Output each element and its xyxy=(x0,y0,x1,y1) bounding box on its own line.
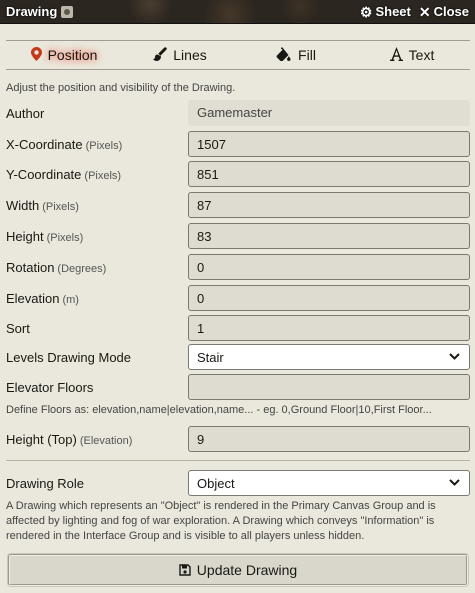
update-drawing-button[interactable] xyxy=(8,554,468,586)
close-label: Close xyxy=(433,4,469,19)
y-coordinate-input[interactable] xyxy=(188,161,470,187)
levels-mode-value: Stair xyxy=(197,349,224,365)
width-row xyxy=(6,192,470,218)
levels-mode-row xyxy=(6,344,470,370)
width-units: (Pixels) xyxy=(42,200,79,213)
rotation-row xyxy=(6,254,470,280)
tab-lines-label: Lines xyxy=(173,47,207,63)
elevation-row xyxy=(6,285,470,311)
font-icon xyxy=(390,47,403,63)
document-id-icon[interactable] xyxy=(61,6,73,18)
drawing-role-select[interactable] xyxy=(188,470,470,496)
width-label: Width (Pixels) xyxy=(6,197,79,213)
sort-row xyxy=(6,315,470,341)
rotation-input[interactable] xyxy=(188,254,470,280)
update-drawing-label: Update Drawing xyxy=(196,562,298,578)
height-label: Height (Pixels) xyxy=(6,228,84,244)
elevator-floors-hint: Define Floors as: elevation,name|elevation,name... - eg. 0,Ground Floor|10,First Floor... xyxy=(6,404,432,416)
rotation-units: (Degrees) xyxy=(57,262,107,275)
height-top-input[interactable] xyxy=(188,426,470,452)
elevator-floors-row xyxy=(6,374,470,400)
author-row xyxy=(6,100,470,126)
drawing-role-label: Drawing Role xyxy=(6,475,85,491)
sheet-button[interactable] xyxy=(360,4,411,19)
tab-fill[interactable] xyxy=(238,41,354,69)
tab-text-label: Text xyxy=(408,47,435,63)
section-hint: Adjust the position and visibility of the Drawing. xyxy=(6,82,236,94)
height-top-units: (Elevation) xyxy=(79,434,133,447)
tab-fill-label: Fill xyxy=(298,47,316,63)
tab-text[interactable] xyxy=(354,41,470,69)
y-coordinate-row xyxy=(6,161,470,187)
elevation-units: (m) xyxy=(62,293,79,306)
sort-input[interactable] xyxy=(188,315,470,341)
tab-position[interactable] xyxy=(6,41,122,69)
drawing-config-form xyxy=(6,24,470,593)
x-coordinate-units: (Pixels) xyxy=(85,139,123,152)
drawing-role-hint: A Drawing which represents an "Object" is rendered in the Primary Canvas Group and is affected by lighting and fog of war exploration. A Drawing which conveys "Information" is rendered in the Interface Group and is visible to all players unless hidden. xyxy=(6,500,436,542)
height-top-label: Height (Top) (Elevation) xyxy=(6,431,133,447)
paint-brush-icon xyxy=(153,47,167,63)
elevation-label: Elevation (m) xyxy=(6,290,79,306)
chevron-down-icon xyxy=(447,476,461,490)
height-input[interactable] xyxy=(188,223,470,249)
fill-bucket-icon xyxy=(276,47,292,63)
levels-mode-label: Levels Drawing Mode xyxy=(6,349,132,365)
x-coordinate-input[interactable] xyxy=(188,131,470,157)
tab-nav xyxy=(6,40,470,70)
tab-lines[interactable] xyxy=(122,41,238,69)
height-units: (Pixels) xyxy=(46,231,84,244)
author-label: Author xyxy=(6,105,45,121)
elevator-floors-input[interactable] xyxy=(188,374,470,400)
sort-label: Sort xyxy=(6,320,30,336)
close-icon: ✕ xyxy=(418,3,431,20)
rotation-label: Rotation (Degrees) xyxy=(6,259,107,275)
height-row xyxy=(6,223,470,249)
x-coordinate-row xyxy=(6,131,470,157)
close-button[interactable] xyxy=(419,4,469,19)
levels-mode-select[interactable] xyxy=(188,344,470,370)
map-marker-icon xyxy=(31,47,42,63)
drawing-role-value: Object xyxy=(197,475,235,491)
elevator-floors-label: Elevator Floors xyxy=(6,379,94,395)
chevron-down-icon xyxy=(447,350,461,364)
gear-icon: ⚙ xyxy=(359,3,373,20)
divider xyxy=(6,460,470,461)
drawing-role-row xyxy=(6,470,470,496)
window-title: Drawing xyxy=(6,4,58,19)
width-input[interactable] xyxy=(188,192,470,218)
author-value: Gamemaster xyxy=(188,100,470,126)
window-header xyxy=(0,0,475,24)
sheet-label: Sheet xyxy=(375,4,411,19)
y-coordinate-label: Y-Coordinate (Pixels) xyxy=(6,166,122,182)
height-top-row xyxy=(6,426,470,452)
elevation-input[interactable] xyxy=(188,285,470,311)
save-icon xyxy=(179,564,191,576)
x-coordinate-label: X-Coordinate (Pixels) xyxy=(6,136,123,152)
tab-position-label: Position xyxy=(47,47,98,63)
y-coordinate-units: (Pixels) xyxy=(84,169,122,182)
